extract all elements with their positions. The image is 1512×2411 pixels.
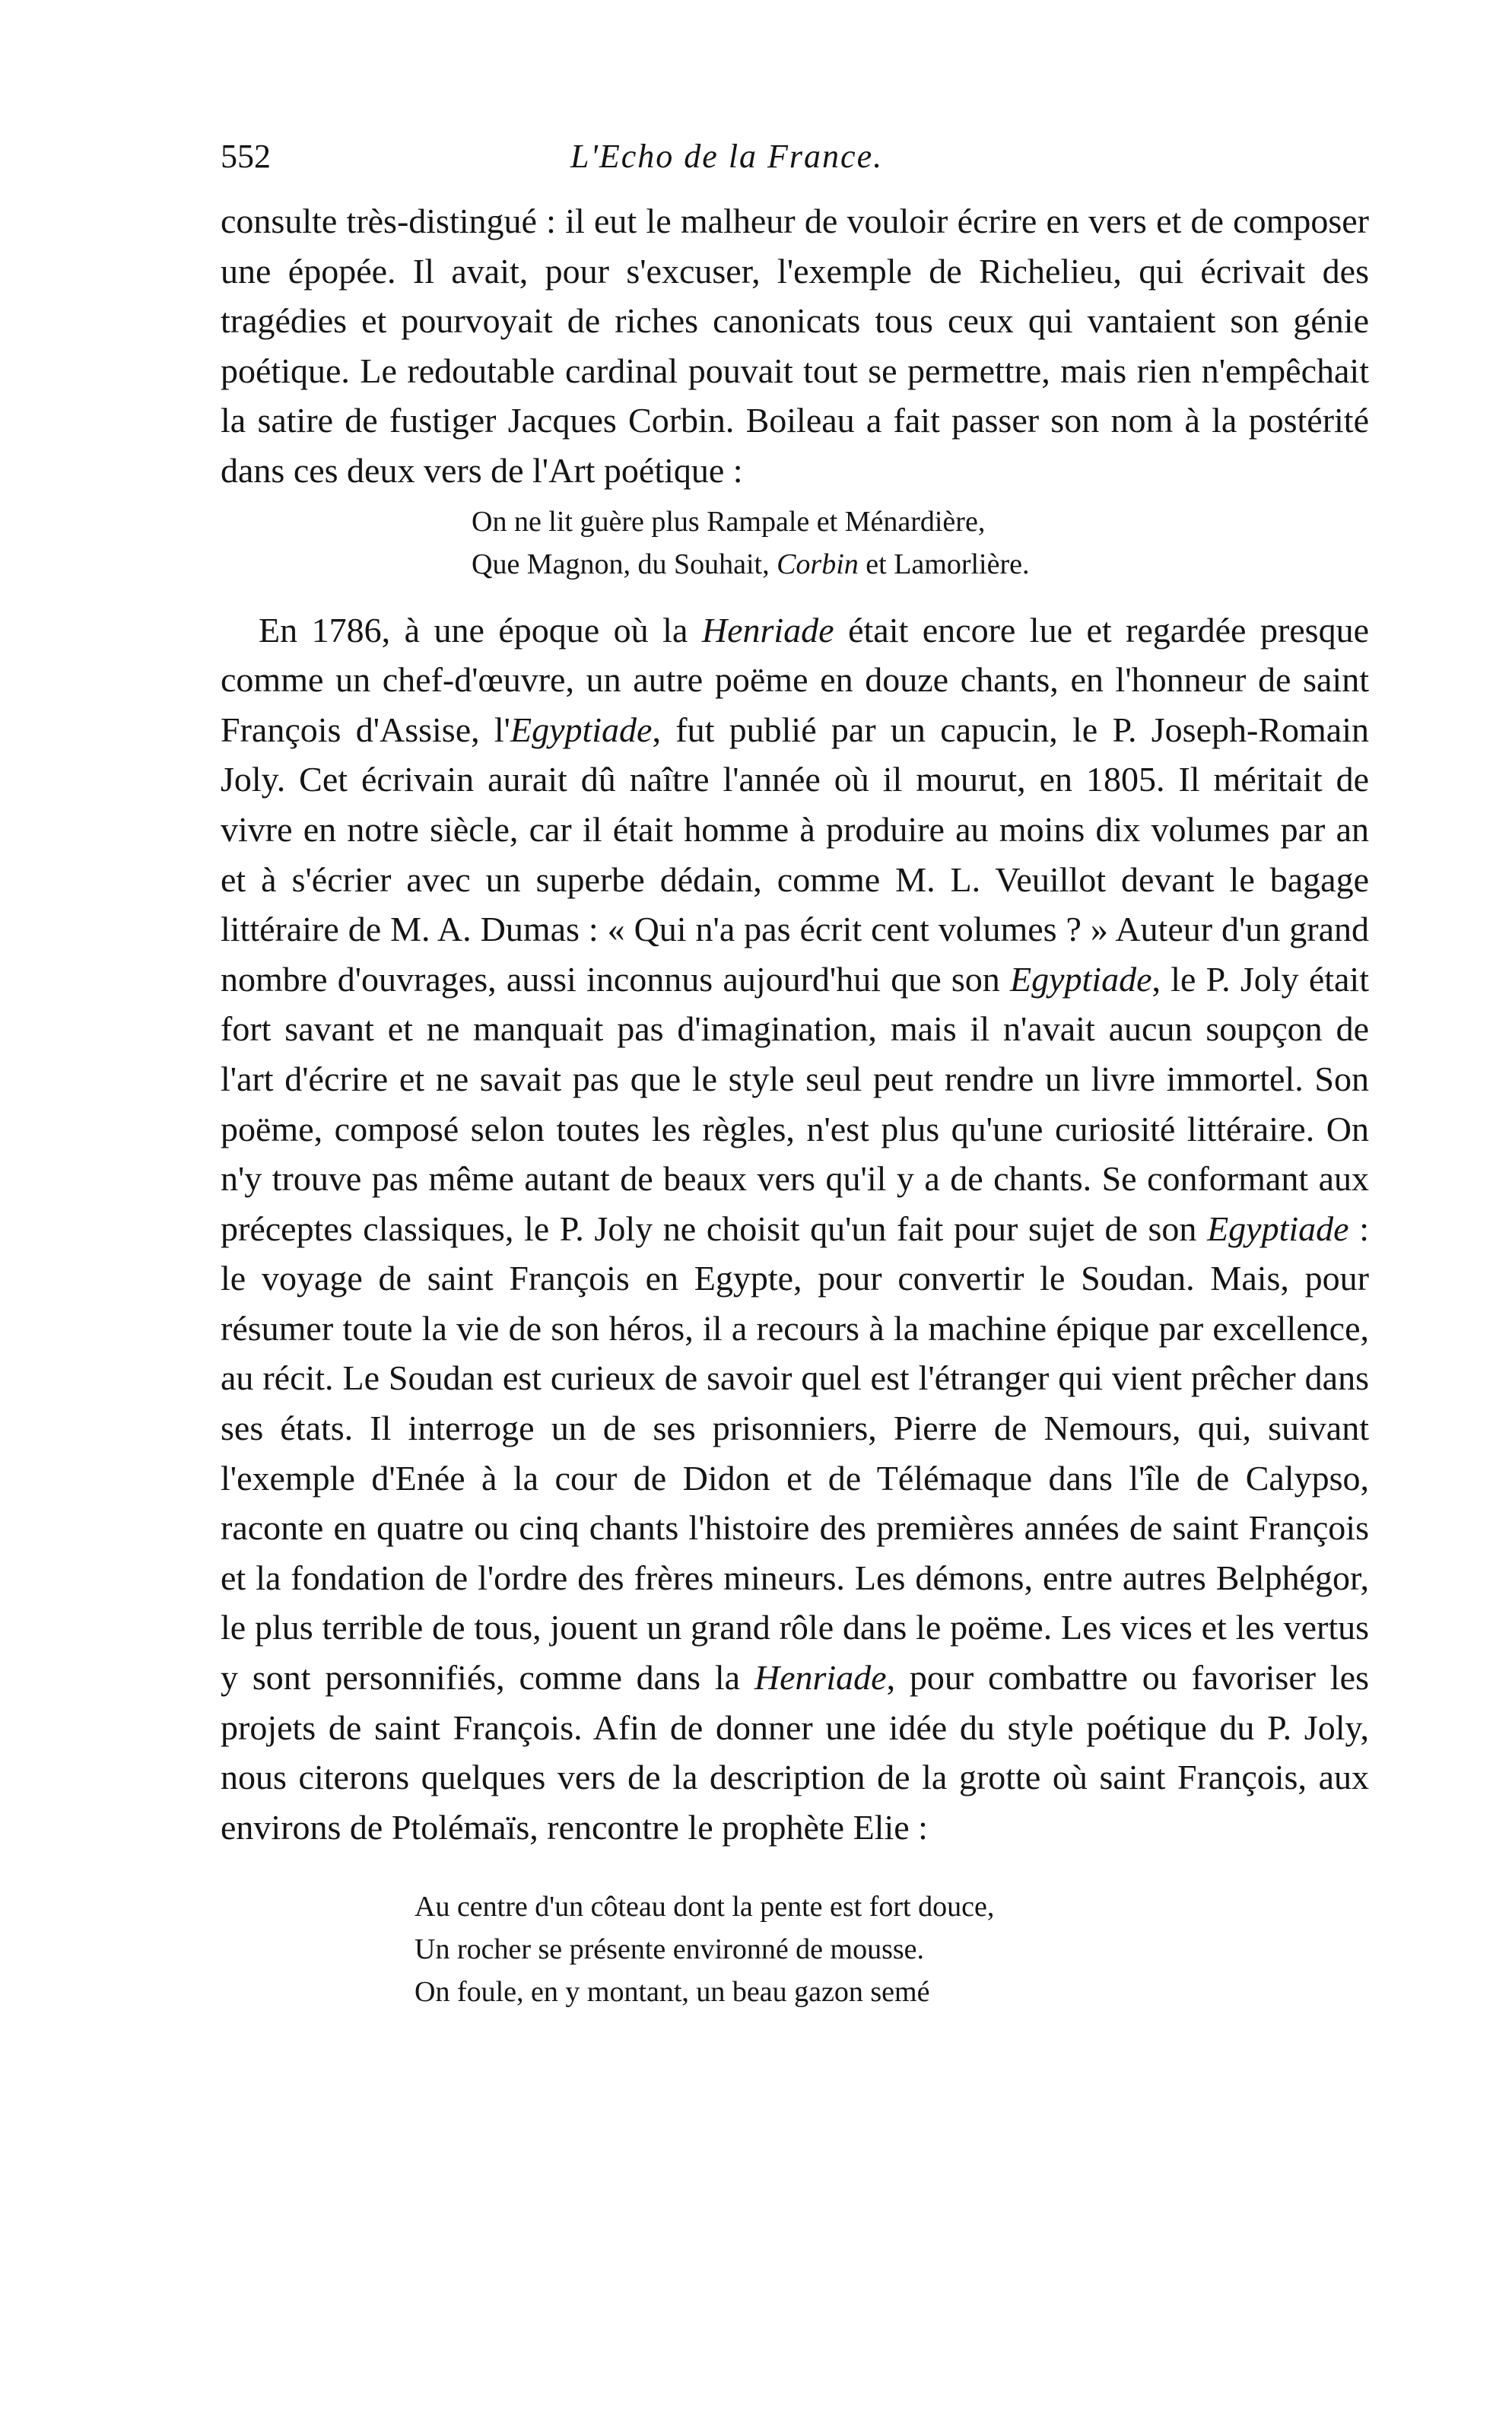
paragraph-2 (221, 605, 1369, 1853)
italic-title: Egyptiade (1010, 959, 1152, 999)
book-page (221, 129, 1369, 2013)
journal-title: L'Echo de la France. (570, 138, 884, 175)
italic-title: Henriade (701, 610, 834, 650)
verse-quotation-joly (415, 1885, 1369, 2013)
verse-line: Un rocher se présente environné de mousse. (415, 1933, 925, 1966)
verse-italic-text: Corbin (777, 548, 859, 580)
verse-line: Au centre d'un côteau dont la pente est fort douce, (415, 1891, 995, 1923)
verse-quotation-boileau (472, 500, 1369, 586)
paragraph-1: consulte très-distingué : il eut le malheur de vouloir écrire en vers et de composer une épopée. Il avait, pour s'excuser, l'exemple de Richelieu, qui écrivait des tragédies et pourvoyait de riches canonicats tous ceux qui vantaient son génie poétique. Le redoutable cardinal pouvait tout se permettre, mais rien n'empêchait la satire de fustiger Jacques Corbin. Boileau a fait passer son nom à la postérité dans ces deux vers de l'Art poétique : (221, 202, 1369, 490)
verse-line: On ne lit guère plus Rampale et Ménardière, (472, 505, 986, 538)
text-run: , fut publié par un capucin, le P. Joseph-Romain Joly. Cet écrivain aurait dû naître l'année où il mourut, en 1805. Il méritait de vivre en notre siècle, car il était homme à produire au moins dix volumes par an et à s'écrier avec un superbe dédain, comme M. L. Veuillot devant le bagage littéraire de M. A. Dumas : « Qui n'a pas écrit cent volumes ? » Auteur d'un grand nombre d'ouvrages, aussi inconnus aujourd'hui que son (221, 710, 1369, 999)
italic-title: Henriade (754, 1658, 887, 1698)
running-head (221, 129, 1369, 183)
text-run: En 1786, à une époque où la (259, 610, 702, 650)
verse-line (472, 543, 1369, 586)
text-run: , pour combattre ou favoriser les projets de saint François. Afin de donner une idée du style poétique du P. Joly, nous citerons quelques vers de la description de la grotte où saint François, aux environs de Ptolémaïs, rencontre le prophète Elie : (221, 1658, 1369, 1847)
verse-text: Que Magnon, du Souhait, (472, 548, 777, 580)
text-run: : le voyage de saint François en Egypte, pour convertir le Soudan. Mais, pour résumer toute la vie de son héros, il a recours à la machine épique par excellence, au récit. Le Soudan est curieux de savoir quel est l'étranger qui vient prêcher dans ses états. Il interroge un de ses prisonniers, Pierre de Nemours, qui, suivant l'exemple d'Enée à la cour de Didon et de Télémaque dans l'île de Calypso, raconte en quatre ou cinq chants l'histoire des premières années de saint François et la fondation de l'ordre des frères mineurs. Les démons, entre autres Belphégor, le plus terrible de tous, jouent un grand rôle dans le poëme. Les vices et les vertus y sont personnifiés, comme dans la (221, 1209, 1370, 1698)
verse-text: et Lamorlière. (858, 548, 1030, 580)
verse-line: On foule, en y montant, un beau gazon semé (415, 1976, 930, 2009)
text-run: , le P. Joly était fort savant et ne manquait pas d'imagination, mais il n'avait aucun soupçon de l'art d'écrire et ne savait pas que le style seul peut rendre un livre immortel. Son poëme, composé selon toutes les règles, n'est plus qu'une curiosité littéraire. On n'y trouve pas même autant de beaux vers qu'il y a de chants. Se conformant aux préceptes classiques, le P. Joly ne choisit qu'un fait pour sujet de son (221, 959, 1369, 1248)
italic-title: Egyptiade (510, 710, 653, 749)
italic-title: Egyptiade (1207, 1209, 1349, 1248)
text-run: était encore lue et regardée presque comme un chef-d'œuvre, un autre poëme en douze chants, en l'honneur de saint François d'Assise, l' (221, 610, 1370, 749)
page-number: 552 (221, 138, 271, 175)
